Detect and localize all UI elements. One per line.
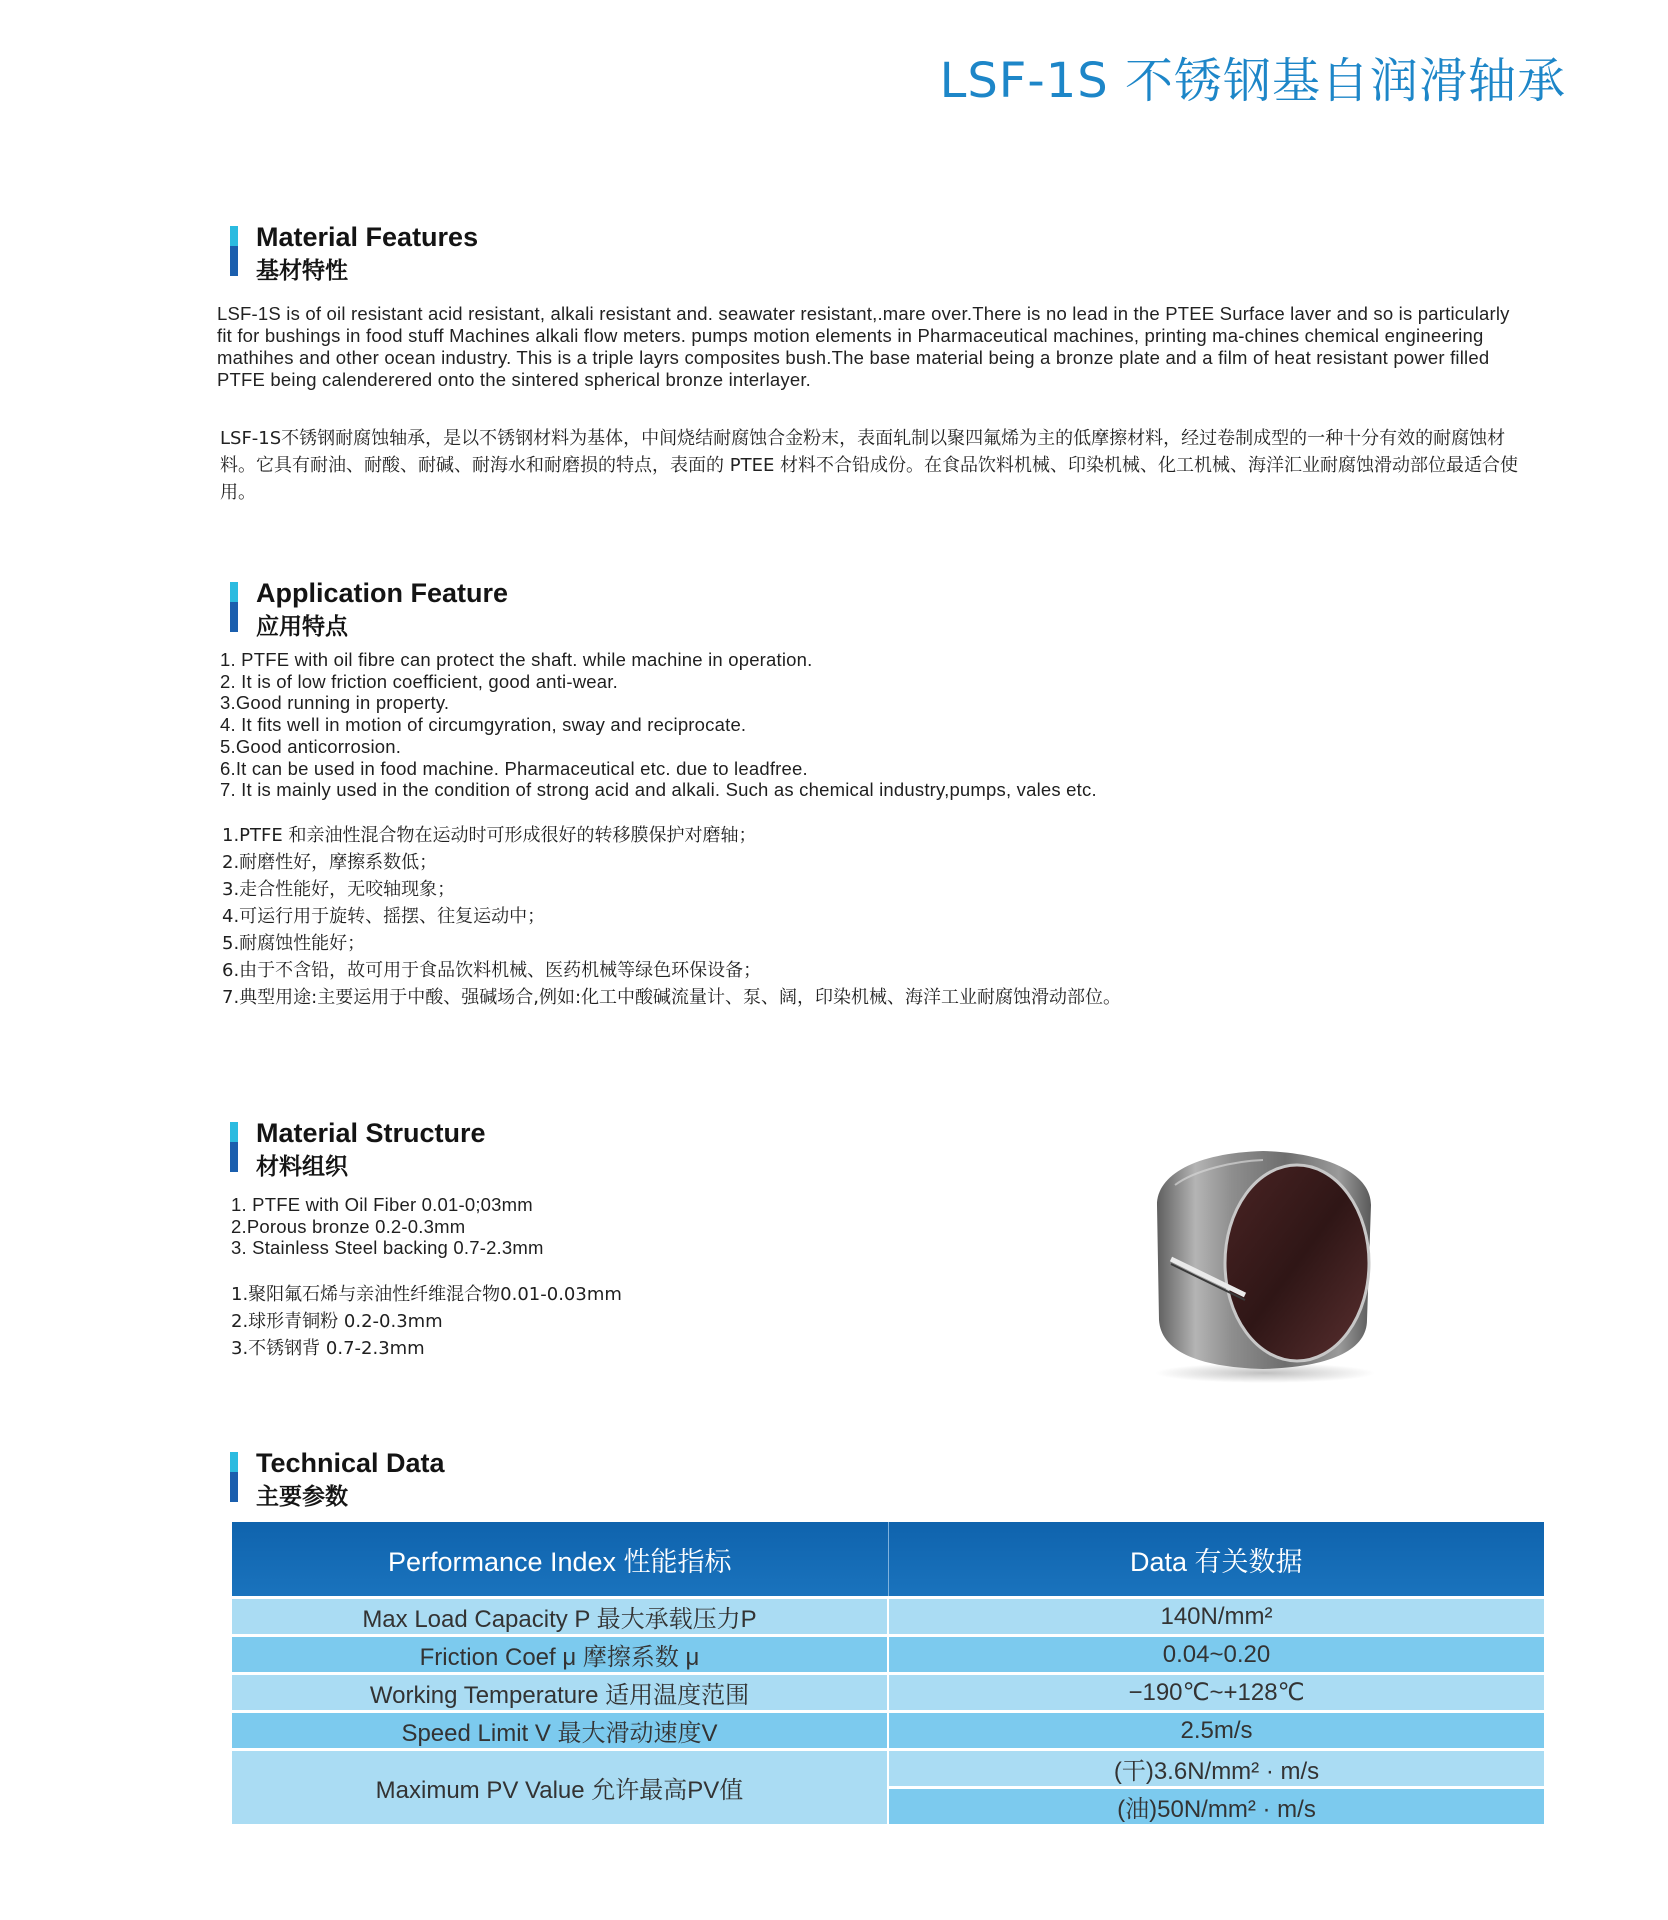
section-marker bbox=[230, 1452, 238, 1502]
heading-en: Material Structure bbox=[256, 1118, 486, 1148]
row-label: Working Temperature 适用温度范围 bbox=[232, 1674, 888, 1712]
list-item: 5.耐腐蚀性能好； bbox=[222, 933, 366, 954]
column-header-index: Performance Index 性能指标 bbox=[232, 1522, 888, 1598]
heading-zh: 应用特点 bbox=[256, 614, 348, 640]
table-row bbox=[232, 1598, 1544, 1636]
list-item: 7.典型用途:主要运用于中酸、强碱场合,例如:化工中酸碱流量计、泵、阔，印染机械、海洋工业耐腐蚀滑动部位。 bbox=[222, 987, 1122, 1008]
heading-en: Technical Data bbox=[256, 1448, 445, 1478]
section-marker bbox=[230, 582, 238, 632]
list-item: 6.由于不含铅，故可用于食品饮料机械、医药机械等绿色环保设备； bbox=[222, 960, 762, 981]
row-value: −190℃~+128℃ bbox=[888, 1674, 1544, 1712]
list-item: 2.球形青铜粉 0.2-0.3mm bbox=[231, 1311, 443, 1332]
application-list-zh bbox=[222, 822, 1121, 1011]
heading-en: Application Feature bbox=[256, 578, 509, 608]
heading-zh: 材料组织 bbox=[256, 1154, 348, 1180]
row-value: 2.5m/s bbox=[888, 1712, 1544, 1750]
row-value: 0.04~0.20 bbox=[888, 1636, 1544, 1674]
list-item: 6.It can be used in food machine. Pharmaceutical etc. due to leadfree. bbox=[220, 757, 808, 779]
list-item: 3.Good running in property. bbox=[220, 692, 450, 714]
table-row bbox=[232, 1750, 1544, 1788]
structure-list-en bbox=[231, 1194, 544, 1259]
row-label: Maximum PV Value 允许最高PV值 bbox=[232, 1750, 888, 1825]
row-value: (油)50N/mm² · m/s bbox=[888, 1788, 1544, 1825]
list-item: 1. PTFE with oil fibre can protect the shaft. while machine in operation. bbox=[220, 649, 813, 670]
column-header-data: Data 有关数据 bbox=[888, 1522, 1544, 1598]
table-header-row bbox=[232, 1522, 1544, 1598]
material-features-text-zh: LSF-1S不锈钢耐腐蚀轴承，是以不锈钢材料为基体，中间烧结耐腐蚀合金粉末，表面轧制以聚四氟烯为主的低摩擦材料，经过卷制成型的一种十分有效的耐腐蚀材料。它具有耐油、耐酸、耐碱、耐海水和耐磨损的特点，表面的 PTEE 材料不合铅成份。在食品饮料机械、印染机械、化工机械、海洋汇业耐腐蚀滑动部位最适合使用。 bbox=[220, 428, 1519, 503]
structure-list-zh bbox=[231, 1281, 622, 1362]
section-marker bbox=[230, 1122, 238, 1172]
bushing-image bbox=[1135, 1145, 1395, 1385]
list-item: 1.聚阳氟石烯与亲油性纤维混合物0.01-0.03mm bbox=[231, 1284, 622, 1305]
row-label: Speed Limit V 最大滑动速度V bbox=[232, 1712, 888, 1750]
list-item: 3.走合性能好，无咬轴现象； bbox=[222, 879, 456, 900]
list-item: 2. It is of low friction coefficient, good anti-wear. bbox=[220, 670, 618, 692]
row-label: Max Load Capacity P 最大承载压力P bbox=[232, 1598, 888, 1636]
list-item: 4. It fits well in motion of circumgyration, sway and reciprocate. bbox=[220, 714, 747, 736]
technical-data-table bbox=[232, 1522, 1544, 1824]
section-marker bbox=[230, 226, 238, 276]
list-item: 4.可运行用于旋转、摇摆、往复运动中； bbox=[222, 906, 546, 927]
list-item: 7. It is mainly used in the condition of strong acid and alkali. Such as chemical industry,pumps, vales etc. bbox=[220, 779, 1097, 801]
list-item: 3.不锈钢背 0.7-2.3mm bbox=[231, 1338, 425, 1359]
material-features-text-en: LSF-1S is of oil resistant acid resistant, alkali resistant and. seawater resistant,.mare over.There is no lead in the PTEE Surface laver and so is particularly fit for bushings in food stuff Machines alkali flow meters. pumps motion elements in Pharmaceutical machines, printing ma-chines chemical engineering mathihes and other ocean industry. This is a triple layrs composites bush.The base material being a bronze plate and a film of heat resistant power filled PTFE being calenderered onto the sintered spherical bronze interlayer. bbox=[217, 303, 1510, 390]
page-title: LSF-1S 不锈钢基自润滑轴承 bbox=[939, 53, 1566, 109]
list-item: 1. PTFE with Oil Fiber 0.01-0;03mm bbox=[231, 1194, 533, 1215]
list-item: 3. Stainless Steel backing 0.7-2.3mm bbox=[231, 1237, 544, 1259]
application-list-en bbox=[220, 649, 1097, 801]
table-row bbox=[232, 1712, 1544, 1750]
row-label: Friction Coef μ 摩擦系数 μ bbox=[232, 1636, 888, 1674]
list-item: 1.PTFE 和亲油性混合物在运动时可形成很好的转移膜保护对磨轴； bbox=[222, 825, 757, 846]
row-value: 140N/mm² bbox=[888, 1598, 1544, 1636]
list-item: 2.耐磨性好，摩擦系数低； bbox=[222, 852, 438, 873]
heading-en: Material Features bbox=[256, 222, 479, 252]
row-value: (干)3.6N/mm² · m/s bbox=[888, 1750, 1544, 1788]
list-item: 5.Good anticorrosion. bbox=[220, 735, 402, 757]
list-item: 2.Porous bronze 0.2-0.3mm bbox=[231, 1215, 466, 1237]
table-row bbox=[232, 1674, 1544, 1712]
heading-zh: 基材特性 bbox=[256, 258, 348, 284]
table-row bbox=[232, 1636, 1544, 1674]
heading-zh: 主要参数 bbox=[256, 1484, 348, 1510]
